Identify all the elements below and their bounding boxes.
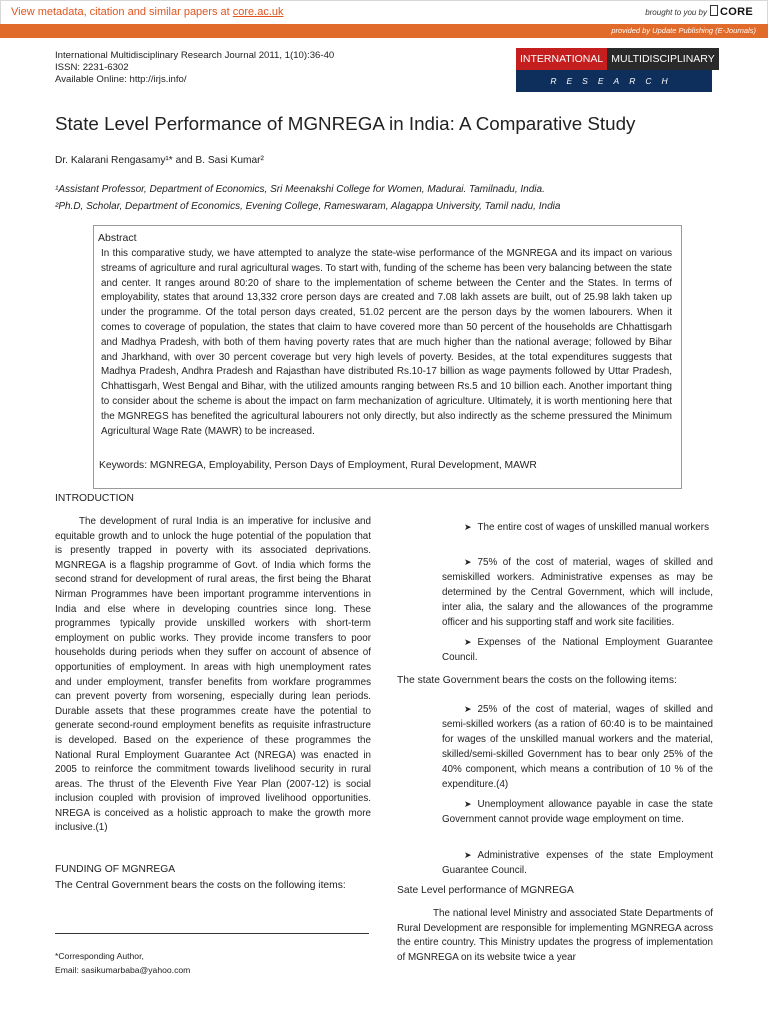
central-item-3 [442, 635, 713, 665]
provider-bar [0, 24, 768, 38]
core-metadata-link[interactable] [11, 6, 284, 18]
state-heading: The state Government bears the costs on the following items: [397, 675, 677, 686]
core-link-domain[interactable]: core.ac.uk [232, 6, 284, 18]
logo-word-international: INTERNATIONAL [516, 48, 607, 70]
state-item-2 [442, 797, 713, 827]
central-item-text: 75% of the cost of material, wages of skilled and semiskilled workers. Administrative expenses as may be determined by the Central Government, which will include, inter alia, the salary and the allowances of the programme officer and his supporting staff and work site facilities. [442, 557, 713, 628]
state-item-1 [442, 702, 713, 792]
provided-by-text[interactable]: provided by Update Publishing (E-Journals) [611, 26, 756, 35]
logo-word-multidisciplinary: MULTIDISCIPLINARY [607, 48, 718, 70]
core-logo-icon [710, 5, 718, 16]
state-item-text: 25% of the cost of material, wages of skilled and semi-skilled workers (as a ration of 60:40 is to be maintained for wages of the unskilled manual workers and the material, skilled/semi-skilled Government has to bear only 25% of the 40% component, which means a contribution of 10 % of the expenditure.(4) [442, 704, 713, 790]
footnote-corresponding: *Corresponding Author, [55, 951, 144, 961]
footnote-email: Email: sasikumarbaba@yahoo.com [55, 965, 191, 975]
paper-title: State Level Performance of MGNREGA in India: A Comparative Study [55, 113, 636, 134]
core-banner [0, 0, 768, 25]
brought-by-text: brought to you by [645, 8, 708, 17]
bullet-arrow-icon: ➤ [464, 522, 472, 532]
abstract-text: In this comparative study, we have attempted to analyze the state-wise performance of the MGNREGA and its impact on various streams of agriculture and rural agricultural wages. To start with, funding of the scheme has been very balancing between the state and center. It ranges around 80:20 of share to the implementation of scheme between the Center and the States. In terms of employability, states that around 13,332 crore person days are created and 7.08 lakh assets are built, out of 25.98 lakh taken up under the programme. Of the total person days created, 51.02 percent are the person days by the women labourers. When it comes to coverage of population, the states that claim to have covered more than 50 percent of the households are Chhattisgarh and Madhya Pradesh, with both of them having poverty rates that are much higher than the national average; followed by Bihar and Jharkhand, with over 30 percent coverage but very high levels of poverty. Besides, at the total expenditures suggests that Madhya Pradesh, Andhra Pradesh and Rajasthan have distributed Rs.10-17 billion as wage payments followed by Uttar Pradesh, Chhattisgarh, West Bengal and Bihar, with the utilized amounts ranging between Rs.5 and 10 billion each. Another important thing to consider about the scheme is about the impact on farm mechanization of agriculture. Ultimately, it is worth mentioning here that the MGNREGS has benefited the agricultural labourers not only directly, but also indirectly as the scheme pressured the Minimum Agricultural Wage Rate (MAWR) to be increased. [101, 248, 672, 437]
bullet-arrow-icon: ➤ [464, 637, 472, 647]
footnote-rule [55, 933, 369, 934]
central-item-text: The entire cost of wages of unskilled manual workers [477, 522, 709, 533]
bullet-arrow-icon: ➤ [464, 799, 472, 809]
core-link-text[interactable]: View metadata, citation and similar papers at [11, 6, 233, 18]
core-logo-text[interactable]: CORE [720, 6, 753, 18]
state-item-3 [442, 848, 713, 878]
affiliation-2: ²Ph.D, Scholar, Department of Economics, Evening College, Rameswaram, Alagappa University, Tamil nadu, India [55, 201, 561, 212]
performance-text: The national level Ministry and associated State Departments of Rural Development are responsible for implementing MGNREGA across the entire country. This Ministry updates the progress of implementation of MGNREGA on its website twice a year [397, 908, 713, 963]
intro-heading: INTRODUCTION [55, 493, 134, 504]
funding-text: The Central Government bears the costs on the following items: [55, 880, 346, 891]
central-item-1 [442, 520, 713, 535]
core-brand [645, 5, 753, 18]
affiliation-1: ¹Assistant Professor, Department of Economics, Sri Meenakshi College for Women, Madurai. Tamilnadu, India. [55, 184, 545, 195]
funding-heading: FUNDING OF MGNREGA [55, 864, 176, 875]
journal-issn: ISSN: 2231-6302 [55, 62, 129, 73]
bullet-arrow-icon: ➤ [464, 557, 472, 567]
bullet-arrow-icon: ➤ [464, 850, 472, 860]
journal-citation: International Multidisciplinary Research Journal 2011, 1(10):36-40 [55, 50, 335, 61]
logo-research-journal: RESEARCH JOURNAL [516, 70, 712, 92]
abstract-heading: Abstract [98, 232, 137, 244]
state-item-text: Administrative expenses of the state Employment Guarantee Council. [442, 850, 713, 876]
performance-heading: Sate Level performance of MGNREGA [397, 885, 574, 896]
keywords: Keywords: MGNREGA, Employability, Person Days of Employment, Rural Development, MAWR [99, 460, 537, 471]
journal-meta [55, 50, 334, 86]
abstract-box [93, 225, 682, 489]
journal-available: Available Online: http://irjs.info/ [55, 74, 187, 85]
state-item-text: Unemployment allowance payable in case the state Government cannot provide wage employment on time. [442, 799, 713, 825]
intro-text: The development of rural India is an imperative for inclusive and equitable growth and to unlock the huge potential of the population that is presently trapped in poverty with its associated deprivations. MGNREGA is a flagship programme of Govt. of India which forms the second strand for development of rural areas, the first being the Bharat Nirman Programmes have been important programme interventions in India and else where in developing countries since long. These programmes typically provide unskilled workers with short-term employment on public works. They provide income transfers to poor households during periods when they suffer on account of absence of opportunities of employment. In areas with high unemployment rates and under employment, transfer benefits from workfare programmes can prevent poverty from worsening, especially during lean periods. Durable assets that these programmes create have the potential to generate second-round employment benefits as requisite infrastructure is developed. Based on the experience of these programmes the National Rural Employment Guarantee Act (NREGA) was enacted in 2005 to reinforce the commitment towards livelihood security in rural areas. The thrust of the Eleventh Five Year Plan (2007-12) is social inclusion coupled with provision of improved livelihood opportunities. NREGA is conceived as a holistic approach to make the growth more inclusive.(1) [55, 516, 371, 834]
bullet-arrow-icon: ➤ [464, 704, 472, 714]
central-item-2 [442, 555, 713, 630]
paper-authors: Dr. Kalarani Rengasamy¹* and B. Sasi Kumar² [55, 155, 264, 166]
central-item-text: Expenses of the National Employment Guarantee Council. [442, 637, 713, 663]
journal-logo [516, 48, 715, 108]
